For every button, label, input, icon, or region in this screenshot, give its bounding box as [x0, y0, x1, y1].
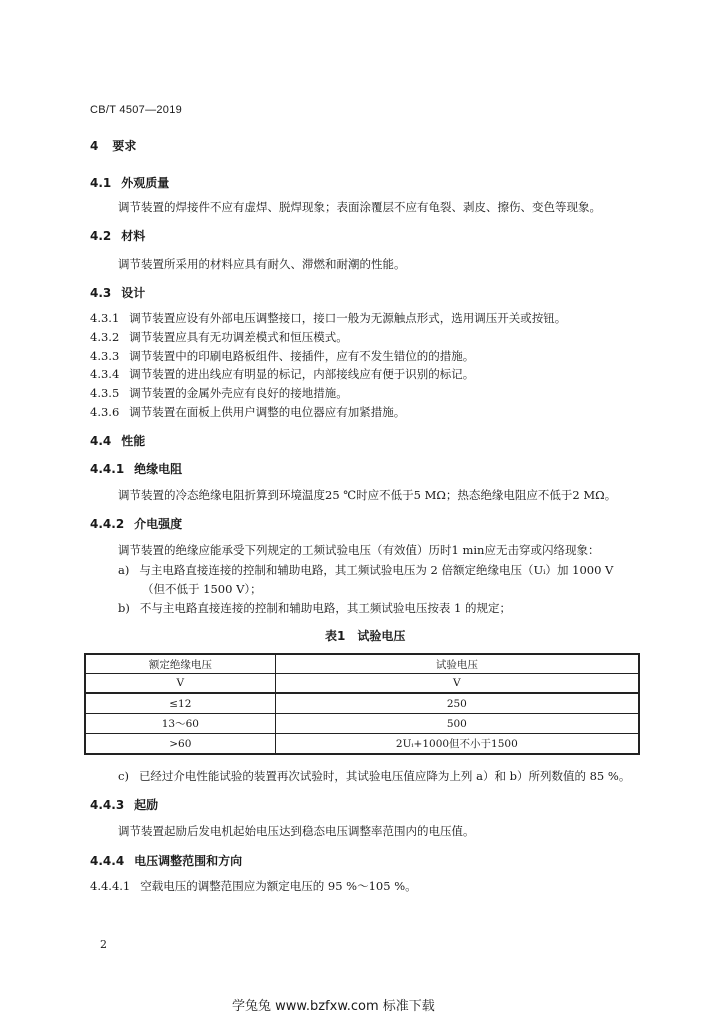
section-title: 材料 — [121, 229, 146, 243]
clause-4-3-4 — [90, 366, 474, 382]
section-num: 4.4.1 — [90, 462, 125, 476]
heading-4-2 — [90, 227, 145, 244]
table-cell: ≤12 — [85, 693, 275, 714]
clause-4-3-5 — [90, 385, 348, 401]
table-header-cell: 试验电压 — [275, 654, 639, 674]
paragraph-4-4-3: 调节装置起励后发电机起始电压达到稳态电压调整率范围内的电压值。 — [118, 824, 475, 838]
clause-text: 调节装置的进出线应有明显的标记，内部接线应有便于识别的标记。 — [129, 367, 475, 381]
section-title: 介电强度 — [134, 517, 183, 531]
paragraph-4-2: 调节装置所采用的材料应具有耐久、滞燃和耐潮的性能。 — [118, 257, 406, 271]
clause-num: 4.3.2 — [90, 330, 120, 344]
clause-text: 调节装置应具有无功调差模式和恒压模式。 — [129, 330, 348, 344]
list-text: 已经过介电性能试验的装置再次试验时，其试验电压值应降为上列 a）和 b）所列数值的 85 %。 — [138, 769, 631, 783]
clause-num: 4.4.4.1 — [90, 879, 131, 893]
section-title: 外观质量 — [121, 176, 170, 190]
list-item-a — [118, 562, 613, 578]
clause-4-4-4-1 — [90, 878, 417, 894]
clause-4-3-3 — [90, 348, 474, 364]
clause-text: 空载电压的调整范围应为额定电压的 95 %～105 %。 — [140, 879, 417, 893]
list-item-a-cont: （但不低于 1500 V）； — [142, 582, 262, 596]
section-num: 4 — [90, 139, 99, 153]
list-label: a) — [118, 563, 130, 577]
table-cell: 500 — [275, 714, 639, 734]
table-cell: 13～60 — [85, 714, 275, 734]
clause-text: 调节装置中的印刷电路板组件、接插件，应有不发生错位的的措施。 — [129, 349, 475, 363]
heading-4-4-4 — [90, 852, 242, 869]
clause-num: 4.3.1 — [90, 311, 120, 325]
paragraph-4-1: 调节装置的焊接件不应有虚焊、脱焊现象；表面涂覆层不应有龟裂、剥皮、擦伤、变色等现象。 — [118, 200, 601, 214]
table-cell: 250 — [275, 693, 639, 714]
list-label: b) — [118, 601, 130, 615]
clause-text: 调节装置在面板上供用户调整的电位器应有加紧措施。 — [129, 405, 406, 419]
section-num: 4.3 — [90, 286, 112, 300]
list-item-b — [118, 600, 511, 616]
list-item-c — [118, 768, 630, 784]
list-text: 与主电路直接连接的控制和辅助电路，其工频试验电压为 2 倍额定绝缘电压（Uᵢ）加 1000 V — [139, 563, 614, 577]
table-unit-cell: V — [85, 674, 275, 694]
test-voltage-table — [84, 653, 640, 755]
section-num: 4.4.3 — [90, 798, 125, 812]
section-num: 4.2 — [90, 229, 112, 243]
clause-4-3-2 — [90, 329, 348, 345]
clause-text: 调节装置应设有外部电压调整接口，接口一般为无源触点形式，选用调压开关或按钮。 — [129, 311, 567, 325]
section-title: 性能 — [121, 434, 146, 448]
clause-text: 调节装置的金属外壳应有良好的接地措施。 — [129, 386, 348, 400]
table-title: 表1 试验电压 — [325, 629, 406, 643]
heading-4-4 — [90, 432, 145, 449]
list-text: 不与主电路直接连接的控制和辅助电路，其工频试验电压按表 1 的规定； — [139, 601, 511, 615]
clause-num: 4.3.3 — [90, 349, 120, 363]
section-title: 绝缘电阻 — [134, 462, 183, 476]
footer-watermark: 学兔兔 www.bzfxw.com 标准下载 — [232, 999, 435, 1014]
heading-4-4-1 — [90, 460, 182, 477]
table-row — [85, 714, 639, 734]
clause-num: 4.3.6 — [90, 405, 120, 419]
standard-number: CB/T 4507—2019 — [90, 104, 183, 116]
section-num: 4.4.2 — [90, 517, 125, 531]
table-header-cell: 额定绝缘电压 — [85, 654, 275, 674]
section-title: 电压调整范围和方向 — [134, 854, 243, 868]
heading-4 — [90, 137, 136, 154]
heading-4-4-3 — [90, 796, 158, 813]
table-unit-cell: V — [275, 674, 639, 694]
page-number: 2 — [100, 938, 107, 951]
table-row — [85, 734, 639, 755]
clause-4-3-6 — [90, 404, 405, 420]
clause-num: 4.3.4 — [90, 367, 120, 381]
section-num: 4.1 — [90, 176, 112, 190]
table-cell: 2Uᵢ+1000但不小于1500 — [275, 734, 639, 755]
section-title: 设计 — [121, 286, 146, 300]
heading-4-3 — [90, 284, 145, 301]
clause-num: 4.3.5 — [90, 386, 120, 400]
section-title: 要求 — [112, 139, 137, 153]
paragraph-4-4-1: 调节装置的冷态绝缘电阻折算到环境温度25 ℃时应不低于5 MΩ；热态绝缘电阻应不低于2 MΩ。 — [118, 488, 617, 502]
section-num: 4.4 — [90, 434, 112, 448]
heading-4-4-2 — [90, 515, 182, 532]
clause-4-3-1 — [90, 310, 566, 326]
paragraph-4-4-2-intro: 调节装置的绝缘应能承受下列规定的工频试验电压（有效值）历时1 min应无击穿或闪络现象： — [118, 543, 600, 557]
table-row — [85, 693, 639, 714]
section-title: 起励 — [134, 798, 159, 812]
section-num: 4.4.4 — [90, 854, 125, 868]
heading-4-1 — [90, 174, 169, 191]
table-cell: >60 — [85, 734, 275, 755]
list-label: c) — [118, 769, 129, 783]
